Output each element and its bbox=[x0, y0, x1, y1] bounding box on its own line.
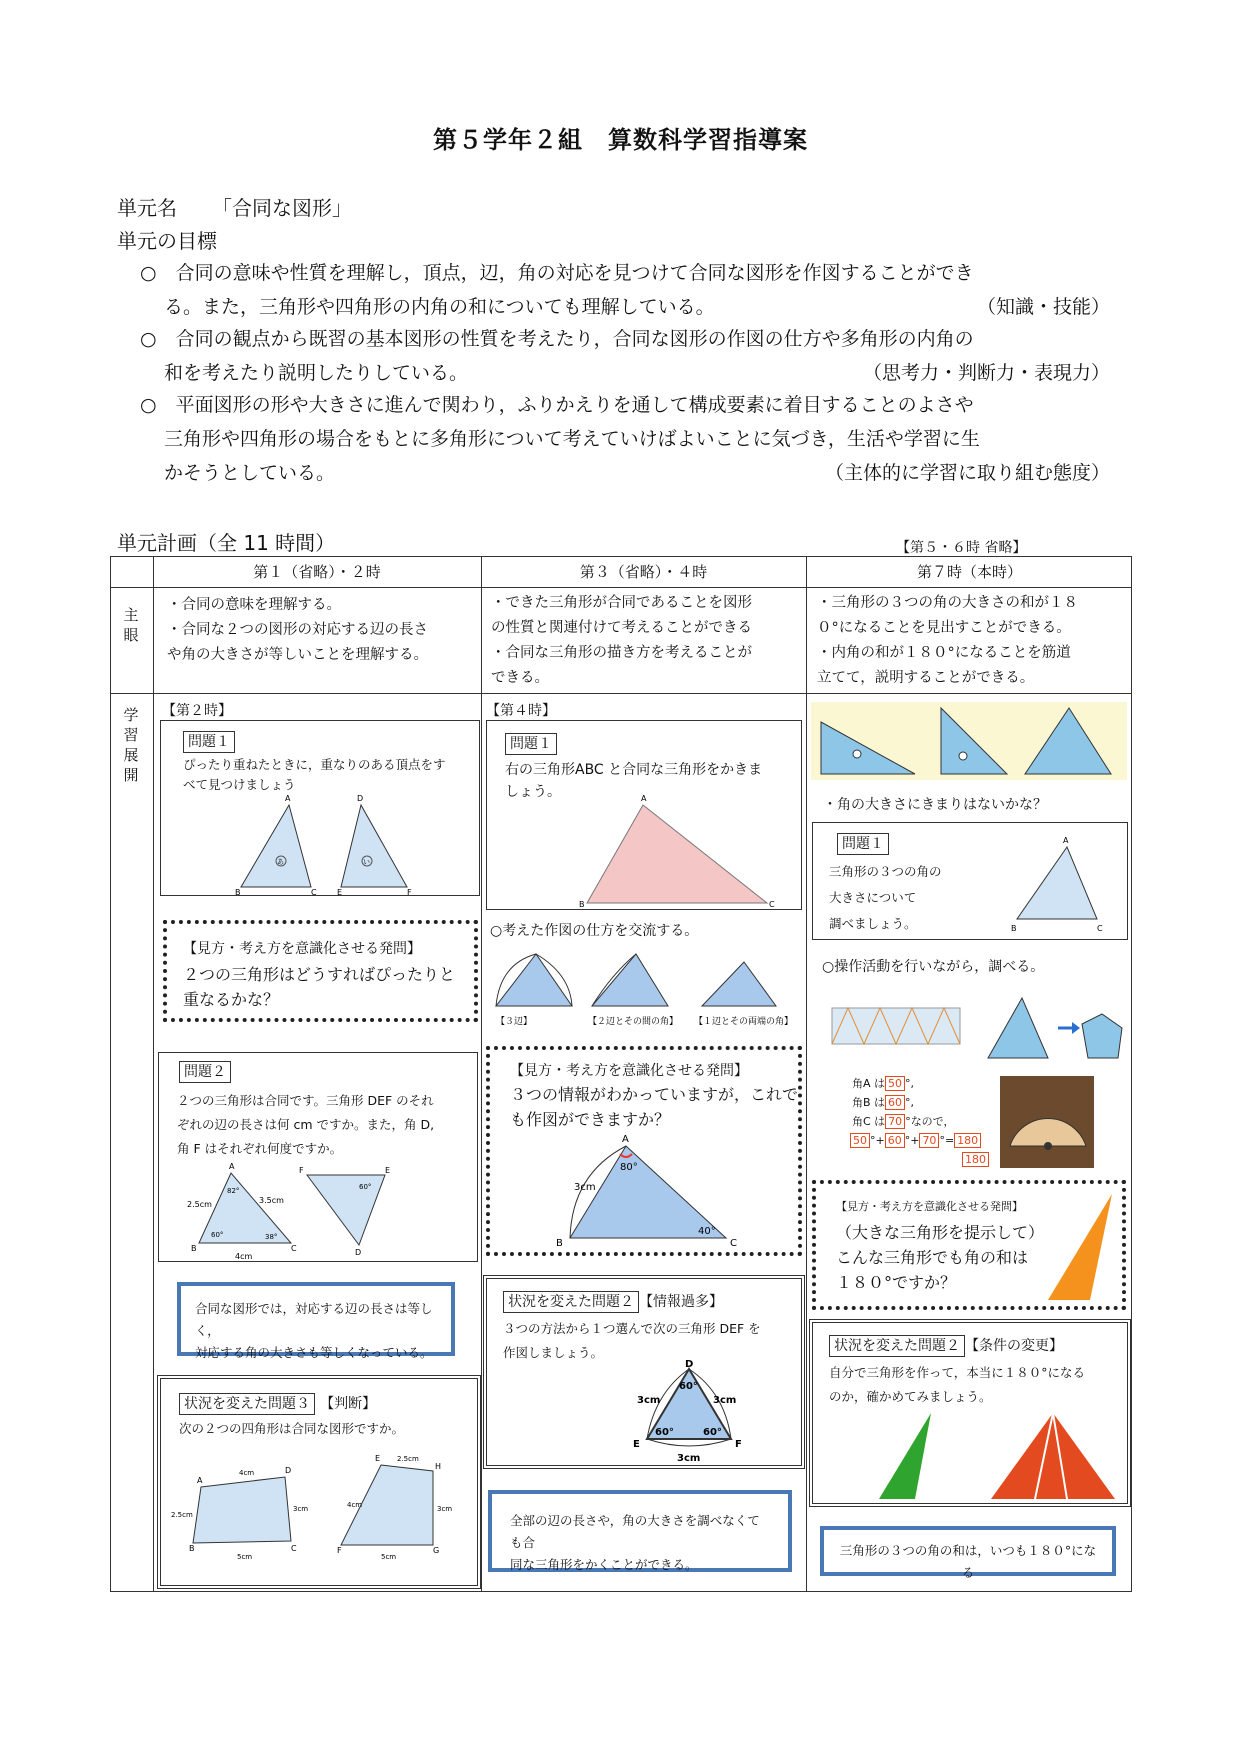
svg-text:H: H bbox=[435, 1462, 442, 1471]
svg-text:A: A bbox=[641, 794, 647, 803]
svg-text:4cm: 4cm bbox=[239, 1469, 255, 1477]
key-question-box: 【見方・考え方を意識化させる発問】 ２つの三角形はどうすればぴったりと 重なるかな？ bbox=[163, 920, 478, 1022]
column-header: 第１（省略）・２時 bbox=[253, 563, 381, 581]
triangle-3cm-figure bbox=[490, 1134, 798, 1254]
triangle-abc-figure bbox=[487, 791, 801, 909]
problem-tag: 問題２ bbox=[179, 1061, 231, 1083]
svg-text:B: B bbox=[1011, 924, 1017, 933]
svg-text:C: C bbox=[1097, 924, 1103, 933]
svg-text:60°: 60° bbox=[655, 1427, 674, 1438]
svg-text:F: F bbox=[299, 1166, 304, 1175]
svg-text:A: A bbox=[1063, 836, 1069, 845]
svg-text:A: A bbox=[197, 1476, 203, 1485]
svg-text:E: E bbox=[385, 1166, 391, 1175]
problem-tag: 問題１ bbox=[183, 731, 235, 753]
svg-text:G: G bbox=[433, 1546, 440, 1555]
construction-methods-figure bbox=[486, 944, 804, 1030]
svg-text:D: D bbox=[355, 1248, 362, 1257]
exchange-text: ○考えた作図の仕方を交流する。 bbox=[490, 923, 699, 939]
column-header: 第３（省略）・４時 bbox=[579, 563, 708, 581]
svg-text:C: C bbox=[730, 1238, 737, 1249]
problem-tag: 状況を変えた問題３ bbox=[179, 1393, 315, 1415]
manipulation-figure bbox=[826, 994, 1126, 1072]
triangle-abc-small bbox=[1003, 833, 1123, 937]
goal-item: ○ 平面図形の形や大きさに進んで関わり，ふりかえりを通して構成要素に着目することのよさや 三角形や四角形の場合をもとに多角形について考えていけばよいことに気づき，生活や学習に生 かそうとしている。 （主体的に学習に取り組む態度） bbox=[140, 388, 1110, 490]
problem-box: 状況を変えた問題３ 【判断】 次の２つの四角形は合同な図形ですか。 A B C D E F G H 4cm 2.5cm 3cm 5cm 2.5cm 4cm 3cm 5cm bbox=[160, 1378, 478, 1586]
problem-tag: 状況を変えた問題２ bbox=[829, 1335, 965, 1357]
plan-note: 【第５・６時 省略】 bbox=[896, 540, 1027, 556]
svg-text:60°: 60° bbox=[359, 1183, 372, 1191]
problem-box: 問題１ ぴったり重ねたときに，重なりのある頂点をす べて見つけましょう A B C D E F あ い bbox=[160, 720, 480, 896]
svg-text:C: C bbox=[311, 888, 317, 895]
aim-cell: ・三角形の３つの角の大きさの和が１８ ０°になることを見出すことができる。 ・内角の和が１８０°になることを筋道 立てて，説明することができる。 bbox=[817, 595, 1078, 686]
svg-text:B: B bbox=[191, 1244, 197, 1253]
svg-text:F: F bbox=[337, 1546, 342, 1555]
aim-cell: ・できた三角形が合同であることを図形 の性質と関連付けて考えることができる ・合同な三角形の描き方を考えることが できる。 bbox=[491, 595, 752, 686]
row-label-aim: 主 眼 bbox=[123, 606, 139, 644]
plan-heading: 単元計画（全 11 時間） bbox=[117, 531, 336, 555]
svg-text:4cm: 4cm bbox=[235, 1252, 253, 1261]
svg-text:C: C bbox=[291, 1244, 297, 1253]
svg-text:D: D bbox=[285, 1466, 292, 1475]
student-triangles-figure bbox=[813, 1409, 1127, 1503]
svg-text:D: D bbox=[357, 794, 364, 803]
svg-text:60°: 60° bbox=[679, 1381, 698, 1392]
svg-text:3cm: 3cm bbox=[677, 1453, 701, 1464]
goal-item: ○ 合同の意味や性質を理解し，頂点，辺，角の対応を見つけて合同な図形を作図することができ る。また，三角形や四角形の内角の和についても理解している。 （知識・技能） bbox=[140, 256, 1110, 324]
svg-text:C: C bbox=[291, 1544, 297, 1553]
triangle-abc bbox=[241, 805, 311, 887]
svg-text:3cm: 3cm bbox=[637, 1395, 661, 1406]
key-question-box: 【見方・考え方を意識化させる発問】 （大きな三角形を提示して） こんな三角形でも角の和は １８０°ですか？ bbox=[812, 1180, 1126, 1310]
svg-text:D: D bbox=[685, 1359, 694, 1370]
activity-text: ○操作活動を行いながら，調べる。 bbox=[822, 959, 1045, 975]
svg-text:F: F bbox=[735, 1439, 742, 1450]
svg-text:40°: 40° bbox=[698, 1226, 716, 1237]
problem-box: 状況を変えた問題２ 【条件の変更】 自分で三角形を作って，本当に１８０°になる のか，確かめてみましょう。 bbox=[812, 1322, 1128, 1504]
row-label-development: 学 習 展 開 bbox=[123, 706, 139, 784]
problem-box: 状況を変えた問題２ 【情報過多】 ３つの方法から１つ選んで次の三角形 DEF を 作図しましょう。 D E F 3cm 3cm 3cm 60° 60° 60° bbox=[486, 1278, 802, 1466]
summary-box: 三角形の３つの角の和は，いつも１８０°になる bbox=[820, 1526, 1116, 1576]
column-header: 第７時（本時） bbox=[916, 563, 1022, 581]
angle-measurements: 角A は 50 °, 角B は 60 °, 角C は 70 °なので， 50 °+ 60 °+ 70 °= 180 180 bbox=[852, 1074, 989, 1169]
svg-text:5cm: 5cm bbox=[381, 1553, 397, 1561]
goal-bullet: ○ bbox=[140, 394, 157, 416]
problem-box: 問題２ ２つの三角形は合同です。三角形 DEF のそれ ぞれの辺の長さは何 cm ですか。また，角 D, 角 F はそれぞれ何度ですか。 A B C D E F 2.5cm 3.5cm 4cm 82° 60° 38° 60° bbox=[158, 1052, 478, 1262]
goal-category: （思考力・判断力・表現力） bbox=[862, 362, 1110, 384]
large-orange-triangle bbox=[1044, 1190, 1120, 1304]
svg-text:B: B bbox=[189, 1544, 195, 1553]
summary-box: 合同な図形では，対応する辺の長さは等しく， 対応する角の大きさも等しくなっている。 bbox=[177, 1282, 455, 1356]
summary-box: 全部の辺の長さや，角の大きさを調べなくても合 同な三角形をかくことができる。 bbox=[488, 1490, 792, 1572]
unit-name: 「合同な図形」 bbox=[212, 196, 352, 220]
svg-text:い: い bbox=[363, 858, 370, 866]
problem-tag: 問題１ bbox=[837, 833, 889, 855]
svg-text:82°: 82° bbox=[227, 1187, 240, 1195]
problem-tag: 状況を変えた問題２ bbox=[503, 1291, 639, 1313]
unit-label: 単元名 bbox=[117, 196, 177, 220]
svg-text:A: A bbox=[229, 1162, 235, 1171]
svg-text:B: B bbox=[579, 900, 585, 909]
problem-box: 問題１ 右の三角形ABC と合同な三角形をかきま しょう。 A B C bbox=[486, 720, 802, 910]
goal-category: （主体的に学習に取り組む態度） bbox=[824, 462, 1110, 484]
svg-text:3cm: 3cm bbox=[574, 1182, 596, 1193]
svg-text:E: E bbox=[337, 888, 343, 895]
goal-item: ○ 合同の観点から既習の基本図形の性質を考えたり，合同な図形の作図の仕方や多角形の内角の 和を考えたり説明したりしている。 （思考力・判断力・表現力） bbox=[140, 322, 1110, 390]
svg-text:80°: 80° bbox=[620, 1162, 638, 1173]
triangles-figure bbox=[161, 791, 479, 895]
svg-text:3.5cm: 3.5cm bbox=[259, 1196, 284, 1205]
svg-text:4cm: 4cm bbox=[347, 1501, 363, 1509]
svg-text:B: B bbox=[235, 888, 241, 895]
svg-text:あ: あ bbox=[277, 858, 284, 866]
aim-cell: ・合同の意味を理解する。 ・合同な２つの図形の対応する辺の長さ や角の大きさが等しいことを理解する。 bbox=[167, 597, 428, 663]
period-label: 【第２時】 bbox=[162, 703, 232, 719]
triangle-cutouts-figure bbox=[811, 702, 1127, 780]
svg-text:3cm: 3cm bbox=[293, 1505, 309, 1513]
svg-text:E: E bbox=[375, 1454, 381, 1463]
key-question-box: 【見方・考え方を意識化させる発問】 ３つの情報がわかっていますが，これで も作図ができますか？ A B C 3cm 80° 40° bbox=[486, 1046, 802, 1256]
problem-box: 問題１ 三角形の３つの角の 大きさについて 調べましょう。 A B C bbox=[812, 822, 1128, 940]
period-label: 【第４時】 bbox=[486, 703, 556, 719]
svg-text:2.5cm: 2.5cm bbox=[171, 1511, 193, 1519]
svg-text:E: E bbox=[633, 1439, 640, 1450]
svg-text:38°: 38° bbox=[265, 1233, 278, 1241]
equilateral-triangle-figure bbox=[487, 1357, 801, 1465]
svg-text:3cm: 3cm bbox=[713, 1395, 737, 1406]
svg-text:2.5cm: 2.5cm bbox=[187, 1200, 212, 1209]
col3-question: ・角の大きさにきまりはないかな？ bbox=[823, 797, 1047, 813]
svg-text:5cm: 5cm bbox=[237, 1553, 253, 1561]
svg-text:C: C bbox=[769, 900, 775, 909]
goal-bullet: ○ bbox=[140, 328, 157, 350]
svg-text:F: F bbox=[407, 888, 412, 895]
svg-text:【２辺とその間の角】: 【２辺とその間の角】 bbox=[588, 1017, 679, 1027]
svg-text:A: A bbox=[622, 1134, 629, 1145]
svg-text:【１辺とその両端の角】: 【１辺とその両端の角】 bbox=[694, 1017, 794, 1027]
svg-text:A: A bbox=[285, 794, 291, 803]
goal-bullet: ○ bbox=[140, 262, 157, 284]
svg-text:B: B bbox=[556, 1238, 563, 1249]
quadrilaterals-figure bbox=[161, 1447, 477, 1583]
svg-text:【３辺】: 【３辺】 bbox=[496, 1017, 533, 1027]
goals-heading: 単元の目標 bbox=[117, 229, 217, 253]
svg-text:60°: 60° bbox=[703, 1427, 722, 1438]
triangle-def bbox=[341, 805, 407, 887]
svg-text:60°: 60° bbox=[211, 1231, 224, 1239]
svg-text:2.5cm: 2.5cm bbox=[397, 1455, 419, 1463]
protractor-photo bbox=[1000, 1076, 1094, 1168]
congruent-triangles-figure bbox=[159, 1159, 477, 1263]
goal-category: （知識・技能） bbox=[976, 296, 1110, 318]
page-title: 第５学年２組 算数科学習指導案 bbox=[433, 126, 808, 154]
svg-text:3cm: 3cm bbox=[437, 1505, 453, 1513]
problem-tag: 問題１ bbox=[505, 733, 557, 755]
